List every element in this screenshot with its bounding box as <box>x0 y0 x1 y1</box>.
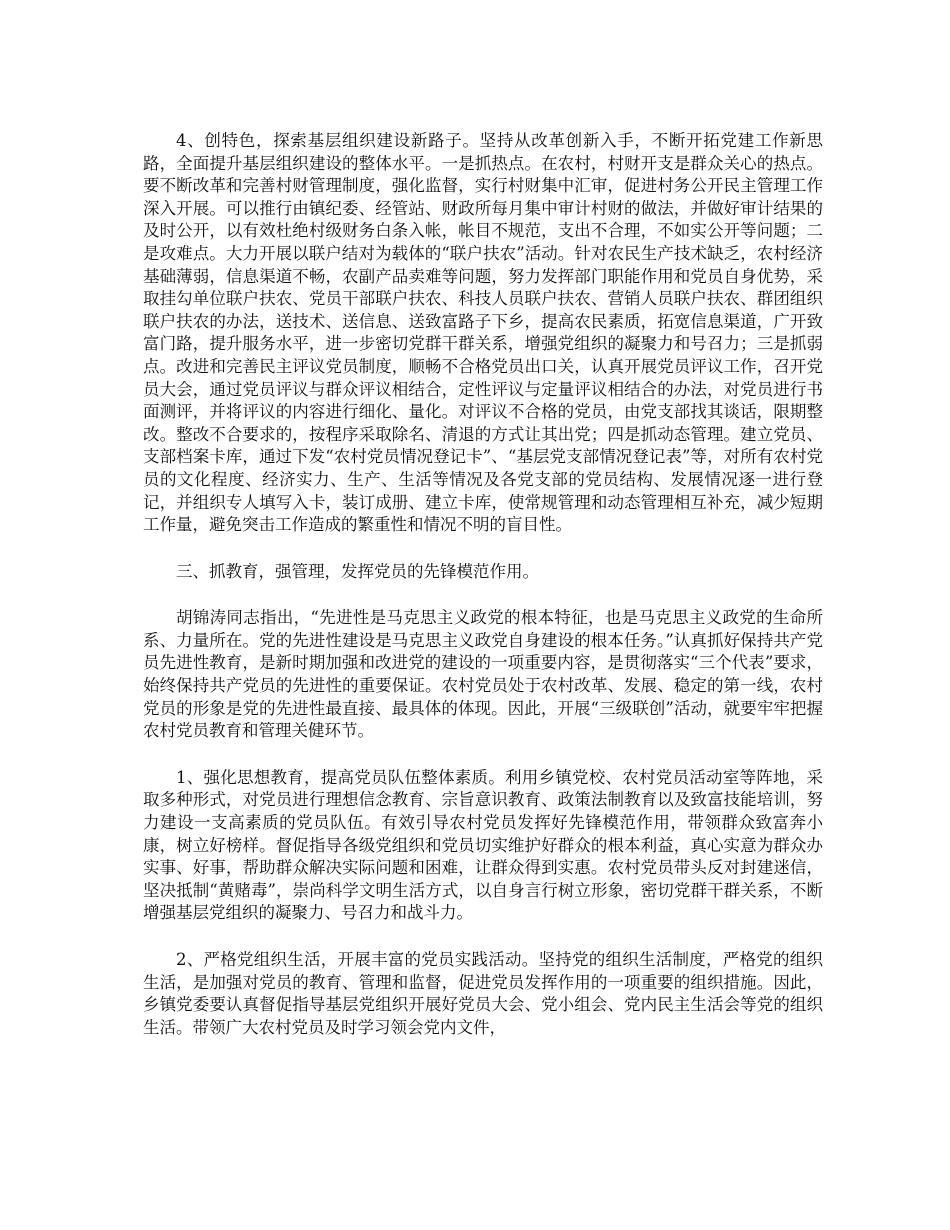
paragraph-ideological-education: 1、强化思想教育，提高党员队伍整体素质。利用乡镇党校、农村党员活动室等阵地，采取多种形式，对党员进行理想信念教育、宗旨意识教育、政策法制教育以及致富技能培训，努力建设一支高素质的党员队伍。有效引导农村党员发挥好先锋模范作用，带领群众致富奔小康，树立好榜样。督促指导各级党组织和党员切实维护好群众的根本利益，真心实意为群众办实事、好事，帮助群众解决实际问题和困难，让群众得到实惠。农村党员带头反对封建迷信，坚决抵制“黄赌毒”，崇尚科学文明生活方式，以自身言行树立形象，密切党群干群关系，不断增强基层党组织的凝聚力、号召力和战斗力。 <box>143 767 823 923</box>
paragraph-gap <box>143 925 823 949</box>
paragraph-create-features: 4、创特色，探索基层组织建设新路子。坚持从改革创新入手，不断开拓党建工作新思路，全面提升基层组织建设的整体水平。一是抓热点。在农村，村财开支是群众关心的热点。要不断改革和完善村财管理制度，强化监督，实行村财集中汇审，促进村务公开民主管理工作深入开展。可以推行由镇纪委、经管站、财政所每月集中审计村财的做法，并做好审计结果的及时公开，以有效杜绝村级财务白条入帐，帐目不规范，支出不合理，不如实公开等问题；二是攻难点。大力开展以联户结对为载体的“联户扶农”活动。针对农民生产技术缺乏，农村经济基础薄弱，信息渠道不畅，农副产品卖难等问题，努力发挥部门职能作用和党员自身优势，采取挂勾单位联户扶农、党员干部联户扶农、科技人员联户扶农、营销人员联户扶农、群团组织联户扶农的办法，送技术、送信息、送致富路子下乡，提高农民素质，拓宽信息渠道，广开致富门路，提升服务水平，进一步密切党群干群关系，增强党组织的凝聚力和号召力；三是抓弱点。改进和完善民主评议党员制度，顺畅不合格党员出口关，认真开展党员评议工作，召开党员大会，通过党员评议与群众评议相结合，定性评议与定量评议相结合的办法，对党员进行书面测评，并将评议的内容进行细化、量化。对评议不合格的党员，由党支部找其谈话，限期整改。整改不合要求的，按程序采取除名、清退的方式让其出党；四是抓动态管理。建立党员、支部档案卡库，通过下发“农村党员情况登记卡”、“基层党支部情况登记表”等，对所有农村党员的文化程度、经济实力、生产、生活等情况及各党支部的党员结构、发展情况逐一进行登记，并组织专人填写入卡，装订成册、建立卡库，使常规管理和动态管理相互补充，减少短期工作量，避免突击工作造成的繁重性和情况不明的盲目性。 <box>143 131 823 535</box>
paragraph-hu-jintao-quote: 胡锦涛同志指出，“先进性是马克思主义政党的根本特征，也是马克思主义政党的生命所系、力量所在。党的先进性建设是马克思主义政党自身建设的根本任务。”认真抓好保持共产党员先进性教育，是新时期加强和改进党的建设的一项重要内容，是贯彻落实“三个代表”要求，始终保持共产党员的先进性的重要保证。农村党员处于农村改革、发展、稳定的第一线，农村党员的形象是党的先进性最直接、最具体的体现。因此，开展“三级联创”活动，就要牢牢把握农村党员教育和管理关健环节。 <box>143 608 823 741</box>
document-page <box>143 130 823 1039</box>
paragraph-gap <box>143 743 823 767</box>
paragraph-organization-life: 2、严格党组织生活，开展丰富的党员实践活动。坚持党的组织生活制度，严格党的组织生活，是加强对党员的教育、管理和监督，促进党员发挥作用的一项重要的组织措施。因此，乡镇党委要认真督促指导基层党组织开展好党员大会、党小组会、党内民主生活会等党的组织生活。带领广大农村党员及时学习领会党内文件， <box>143 950 823 1037</box>
paragraph-gap <box>143 583 823 607</box>
section-heading-education: 三、抓教育，强管理，发挥党员的先锋模范作用。 <box>176 561 539 581</box>
paragraph-gap <box>143 537 823 561</box>
